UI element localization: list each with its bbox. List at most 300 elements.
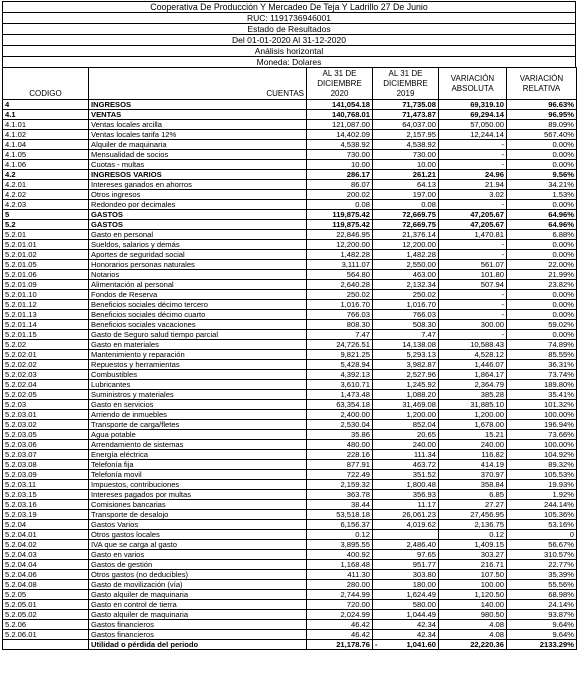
account-name-text: Ventas locales arcilla: [91, 120, 162, 129]
absolute-variation: [439, 440, 507, 450]
account-code-text: 4.1.02: [5, 130, 27, 139]
relative-variation: [507, 260, 577, 270]
absolute-variation-text: 561.07: [480, 260, 504, 269]
account-name: [89, 620, 307, 630]
value-2019-text: 2,550.00: [406, 260, 436, 269]
relative-variation: [507, 530, 577, 540]
value-2019: [373, 170, 439, 180]
relative-variation-text: 0.00%: [552, 310, 574, 319]
account-name: [89, 300, 307, 310]
account-name: [89, 100, 307, 110]
account-code-text: 5.2.02.02: [5, 360, 37, 369]
value-2020: [307, 550, 373, 560]
account-code-text: 5.2.04.06: [5, 570, 37, 579]
account-name: [89, 580, 307, 590]
absolute-variation: [439, 390, 507, 400]
value-2019-text: 1,044.49: [406, 610, 436, 619]
account-code-text: 5.2.04.01: [5, 530, 37, 539]
value-2020: [307, 590, 373, 600]
account-name-text: IVA que se carga al gasto: [91, 540, 177, 549]
value-2020-text: 564.80: [346, 270, 370, 279]
absolute-variation: [439, 260, 507, 270]
relative-variation-text: 73.74%: [548, 370, 574, 379]
account-code-text: 5.2.06: [5, 620, 27, 629]
relative-variation-text: 105.53%: [544, 470, 574, 479]
account-name-text: Beneficios sociales vacaciones: [91, 320, 196, 329]
absolute-variation: [439, 370, 507, 380]
account-code: [3, 470, 89, 480]
relative-variation-text: 9.64%: [552, 620, 574, 629]
value-2019: [373, 440, 439, 450]
value-2019-text: 852.04: [412, 420, 436, 429]
account-name: [89, 120, 307, 130]
value-2020-text: 730.00: [346, 150, 370, 159]
value-2020: [307, 260, 373, 270]
relative-variation: [507, 560, 577, 570]
table-row: [3, 470, 577, 480]
account-name: [89, 110, 307, 120]
value-2020: [307, 370, 373, 380]
relative-variation-text: 1.53%: [552, 190, 574, 199]
relative-variation-text: 105.36%: [544, 510, 574, 519]
account-name-text: Otros gastos locales: [91, 530, 160, 539]
account-code-text: 5.2.01.01: [5, 240, 37, 249]
account-name-text: Otros ingresos: [91, 190, 141, 199]
account-name: [89, 370, 307, 380]
value-2020-text: 10.00: [350, 160, 370, 169]
relative-variation-text: 0: [569, 530, 574, 539]
relative-variation: [507, 290, 577, 300]
value-2019: [373, 320, 439, 330]
absolute-variation-text: 358.84: [480, 480, 504, 489]
table-row: [3, 300, 577, 310]
absolute-variation-text: 980.50: [480, 610, 504, 619]
value-2019: [373, 420, 439, 430]
value-2019: [373, 590, 439, 600]
relative-variation-text: 100.00%: [544, 440, 574, 449]
account-code: [3, 130, 89, 140]
value-2019: [373, 450, 439, 460]
value-2020: [307, 430, 373, 440]
relative-variation: [507, 400, 577, 410]
table-row: [3, 410, 577, 420]
account-code-text: 4.2.01: [5, 180, 27, 189]
value-2019: [373, 520, 439, 530]
absolute-variation: [439, 150, 507, 160]
relative-variation-text: 73.66%: [548, 430, 574, 439]
absolute-variation-text: 57,050.00: [470, 120, 504, 129]
absolute-variation-text: 27,456.95: [470, 510, 504, 519]
absolute-variation-text: 140.00: [480, 600, 504, 609]
relative-variation: [507, 300, 577, 310]
account-code-text: 5.2.03.07: [5, 450, 37, 459]
account-code: [3, 430, 89, 440]
table-row: [3, 640, 577, 650]
account-name: [89, 520, 307, 530]
value-2020-text: 480.00: [346, 440, 370, 449]
absolute-variation-text: -: [501, 150, 504, 159]
account-name-text: Utilidad o pérdida del periodo: [91, 640, 199, 649]
value-2020-text: 2,744.99: [340, 590, 370, 599]
value-2020: [307, 320, 373, 330]
value-2019: [373, 120, 439, 130]
value-2020-text: 400.92: [346, 550, 370, 559]
account-name-text: Gasto en personal: [91, 230, 154, 239]
absolute-variation-text: 0.12: [489, 530, 504, 539]
account-code-text: 5.2.05: [5, 590, 27, 599]
account-name-text: INGRESOS VARIOS: [91, 170, 162, 179]
account-code: [3, 410, 89, 420]
table-row: [3, 270, 577, 280]
header-2019: AL 31 DE DICIEMBRE 2019: [373, 68, 439, 100]
absolute-variation-text: -: [501, 250, 504, 259]
relative-variation: [507, 320, 577, 330]
account-name: [89, 630, 307, 640]
absolute-variation: [439, 430, 507, 440]
value-2020: [307, 350, 373, 360]
account-code-text: 4.2.02: [5, 190, 27, 199]
account-code-text: 5.2.01.13: [5, 310, 37, 319]
account-name: [89, 390, 307, 400]
absolute-variation-text: -: [501, 140, 504, 149]
account-code: [3, 260, 89, 270]
value-2020: [307, 220, 373, 230]
value-2019: [373, 340, 439, 350]
account-code-text: 4.2.03: [5, 200, 27, 209]
account-code: [3, 510, 89, 520]
relative-variation: [507, 630, 577, 640]
absolute-variation: [439, 520, 507, 530]
account-code: [3, 540, 89, 550]
table-row: [3, 560, 577, 570]
account-code: [3, 330, 89, 340]
relative-variation: [507, 230, 577, 240]
value-2019: [373, 370, 439, 380]
absolute-variation-text: 4.08: [489, 630, 504, 639]
value-2019: [373, 380, 439, 390]
account-name: [89, 240, 307, 250]
table-row: [3, 530, 577, 540]
value-2019: [373, 160, 439, 170]
table-row: [3, 520, 577, 530]
value-2020-text: 4,392.13: [340, 370, 370, 379]
account-code-text: 5.2.03.05: [5, 430, 37, 439]
relative-variation: [507, 500, 577, 510]
account-code: [3, 290, 89, 300]
value-2019: [373, 610, 439, 620]
value-2020: [307, 570, 373, 580]
relative-variation-text: 1.92%: [552, 490, 574, 499]
relative-variation: [507, 180, 577, 190]
relative-variation-text: 0.00%: [552, 250, 574, 259]
relative-variation-text: 0.00%: [552, 150, 574, 159]
relative-variation: [507, 480, 577, 490]
relative-variation: [507, 600, 577, 610]
absolute-variation: [439, 570, 507, 580]
table-row: [3, 320, 577, 330]
relative-variation-text: 96.63%: [548, 100, 574, 109]
account-code-text: 4: [5, 100, 10, 109]
value-2019-text: 1,245.92: [406, 380, 436, 389]
absolute-variation-text: -: [501, 290, 504, 299]
relative-variation-text: 93.87%: [548, 610, 574, 619]
account-code-text: 5.2.01.05: [5, 260, 37, 269]
table-row: [3, 510, 577, 520]
relative-variation: [507, 240, 577, 250]
value-2019-text: 250.02: [412, 290, 436, 299]
account-code: [3, 150, 89, 160]
account-name-text: Telefonía fija: [91, 460, 134, 469]
absolute-variation: [439, 190, 507, 200]
absolute-variation-text: 6.85: [489, 490, 504, 499]
value-2019-text: 72,669.75: [402, 220, 436, 229]
account-name-text: Transporte de desalojo: [91, 510, 169, 519]
value-2020-text: 140,768.01: [331, 110, 370, 119]
account-code-text: 5.2.02.05: [5, 390, 37, 399]
value-2019: [373, 220, 439, 230]
table-row: [3, 190, 577, 200]
value-2019: [373, 460, 439, 470]
relative-variation: [507, 510, 577, 520]
relative-variation: [507, 220, 577, 230]
value-2019-text: 1,800.48: [406, 480, 436, 489]
table-row: [3, 170, 577, 180]
value-2019-text: 463.00: [412, 270, 436, 279]
table-row: [3, 610, 577, 620]
table-row: [3, 420, 577, 430]
absolute-variation-text: 303.27: [480, 550, 504, 559]
relative-variation: [507, 620, 577, 630]
absolute-variation: [439, 350, 507, 360]
value-2020-text: 1,168.48: [340, 560, 370, 569]
table-row: [3, 500, 577, 510]
absolute-variation-text: 116.82: [481, 450, 504, 459]
value-2019-text: 2,132.34: [406, 280, 436, 289]
analysis-type: Análisis horizontal: [3, 46, 576, 57]
absolute-variation: [439, 540, 507, 550]
value-2020: [307, 500, 373, 510]
relative-variation: [507, 520, 577, 530]
absolute-variation: [439, 400, 507, 410]
value-2019-text: 64.13: [416, 180, 436, 189]
table-row: [3, 390, 577, 400]
value-2020-text: 1,016.70: [340, 300, 370, 309]
account-name: [89, 640, 307, 650]
absolute-variation: [439, 160, 507, 170]
value-2020-text: 1,482.28: [340, 250, 370, 259]
value-2020: [307, 290, 373, 300]
value-2020: [307, 640, 373, 650]
value-2020-text: 200.02: [346, 190, 370, 199]
account-code: [3, 580, 89, 590]
absolute-variation: [439, 500, 507, 510]
account-code-text: 4.1: [5, 110, 16, 119]
absolute-variation: [439, 120, 507, 130]
value-2020-text: 14,402.09: [336, 130, 370, 139]
value-2020-text: 0.08: [355, 200, 370, 209]
account-name-text: Gasto de movilización (vía): [91, 580, 183, 589]
account-name-text: Gasto alquiler de maquinaria: [91, 590, 189, 599]
account-code: [3, 570, 89, 580]
absolute-variation-text: 47,205.67: [470, 220, 504, 229]
account-code: [3, 610, 89, 620]
relative-variation: [507, 200, 577, 210]
account-code: [3, 550, 89, 560]
value-2019-text: 4,019.62: [406, 520, 436, 529]
account-code-text: 5.2.03.06: [5, 440, 37, 449]
account-code-text: 5.2.02.03: [5, 370, 37, 379]
value-2019: [373, 570, 439, 580]
account-name-text: Alimentación al personal: [91, 280, 174, 289]
value-2020: [307, 160, 373, 170]
value-2019-text: 7.47: [421, 330, 436, 339]
table-row: [3, 540, 577, 550]
absolute-variation-text: -: [501, 240, 504, 249]
absolute-variation-text: 21.94: [484, 180, 504, 189]
account-name-text: Agua potable: [91, 430, 136, 439]
value-2019-text: 20.65: [416, 430, 436, 439]
absolute-variation-text: 107.50: [480, 570, 504, 579]
absolute-variation: [439, 450, 507, 460]
account-code: [3, 180, 89, 190]
account-code: [3, 380, 89, 390]
relative-variation-text: 89.32%: [548, 460, 574, 469]
account-name-text: Gastos financieros: [91, 620, 154, 629]
absolute-variation: [439, 110, 507, 120]
account-code: [3, 200, 89, 210]
value-2019-text: 2,486.40: [406, 540, 436, 549]
absolute-variation-text: 240.00: [480, 440, 504, 449]
value-2020: [307, 480, 373, 490]
value-2020: [307, 140, 373, 150]
value-2019: [373, 180, 439, 190]
relative-variation: [507, 350, 577, 360]
account-code: [3, 250, 89, 260]
account-code-text: 5.2.03.01: [5, 410, 37, 419]
report-name: Estado de Resultados: [3, 24, 576, 35]
account-name-text: Mantenimiento y reparación: [91, 350, 185, 359]
absolute-variation: [439, 610, 507, 620]
value-2020-text: 363.78: [346, 490, 370, 499]
value-2020-text: 21,178.76: [336, 640, 370, 649]
table-row: [3, 570, 577, 580]
value-2020-text: 7.47: [355, 330, 370, 339]
account-code-text: 5.2.03.08: [5, 460, 37, 469]
relative-variation: [507, 360, 577, 370]
account-name-text: Impuestos, contribuciones: [91, 480, 180, 489]
relative-variation-text: 74.89%: [548, 340, 574, 349]
absolute-variation: [439, 100, 507, 110]
account-code: [3, 300, 89, 310]
relative-variation-text: 35.39%: [548, 570, 574, 579]
value-2020: [307, 630, 373, 640]
absolute-variation: [439, 590, 507, 600]
account-name-text: Notarios: [91, 270, 120, 279]
relative-variation: [507, 140, 577, 150]
account-name-text: Gastos Varios: [91, 520, 139, 529]
account-name-text: Intereses pagados por multas: [91, 490, 192, 499]
table-row: [3, 460, 577, 470]
value-2019-text: 4,538.92: [406, 140, 436, 149]
value-2020-text: 24,726.51: [336, 340, 370, 349]
value-2020: [307, 130, 373, 140]
account-name-text: Alquiler de maquinaria: [91, 140, 167, 149]
account-name: [89, 160, 307, 170]
value-2019-text: 1,200.00: [406, 410, 436, 419]
account-code: [3, 450, 89, 460]
account-code: [3, 340, 89, 350]
table-row: [3, 140, 577, 150]
account-code-text: 5.2.01.02: [5, 250, 37, 259]
account-name-text: VENTAS: [91, 110, 122, 119]
absolute-variation-text: 507.94: [480, 280, 504, 289]
report-period: Del 01-01-2020 Al 31-12-2020: [3, 35, 576, 46]
table-row: [3, 490, 577, 500]
account-name-text: Fondos de Reserva: [91, 290, 158, 299]
value-2020: [307, 390, 373, 400]
relative-variation-text: 0.00%: [552, 160, 574, 169]
absolute-variation: [439, 630, 507, 640]
table-row: [3, 630, 577, 640]
account-code-text: 5.2.04: [5, 520, 27, 529]
value-2020: [307, 450, 373, 460]
account-code: [3, 230, 89, 240]
absolute-variation: [439, 620, 507, 630]
absolute-variation: [439, 300, 507, 310]
table-row: [3, 120, 577, 130]
value-2020: [307, 470, 373, 480]
value-2019-text: 951.77: [412, 560, 436, 569]
value-2019: [373, 630, 439, 640]
relative-variation: [507, 100, 577, 110]
account-code: [3, 280, 89, 290]
absolute-variation-text: 1,678.00: [474, 420, 504, 429]
relative-variation: [507, 110, 577, 120]
table-row: [3, 330, 577, 340]
absolute-variation: [439, 270, 507, 280]
account-name: [89, 250, 307, 260]
value-2019: [373, 600, 439, 610]
account-name: [89, 530, 307, 540]
account-name: [89, 590, 307, 600]
value-2019: [373, 110, 439, 120]
account-name-text: Honorarios personas naturales: [91, 260, 195, 269]
absolute-variation-text: -: [501, 310, 504, 319]
relative-variation: [507, 250, 577, 260]
table-row: [3, 230, 577, 240]
account-code-text: 5.2.04.04: [5, 560, 37, 569]
value-2020-text: 3,610.71: [340, 380, 370, 389]
relative-variation-text: 64.96%: [548, 220, 574, 229]
account-name: [89, 320, 307, 330]
account-code-text: 5.2.05.01: [5, 600, 37, 609]
account-name-text: Comisiones bancarias: [91, 500, 166, 509]
absolute-variation-text: 101.80: [480, 270, 504, 279]
value-2019-text: 42.34: [416, 620, 436, 629]
relative-variation: [507, 460, 577, 470]
relative-variation-text: 34.21%: [548, 180, 574, 189]
account-code: [3, 370, 89, 380]
value-2019-text: 180.00: [412, 580, 436, 589]
relative-variation: [507, 130, 577, 140]
relative-variation: [507, 580, 577, 590]
account-name: [89, 190, 307, 200]
value-2020: [307, 360, 373, 370]
absolute-variation-text: -: [501, 160, 504, 169]
value-2020: [307, 190, 373, 200]
value-2019: [373, 480, 439, 490]
account-name: [89, 360, 307, 370]
